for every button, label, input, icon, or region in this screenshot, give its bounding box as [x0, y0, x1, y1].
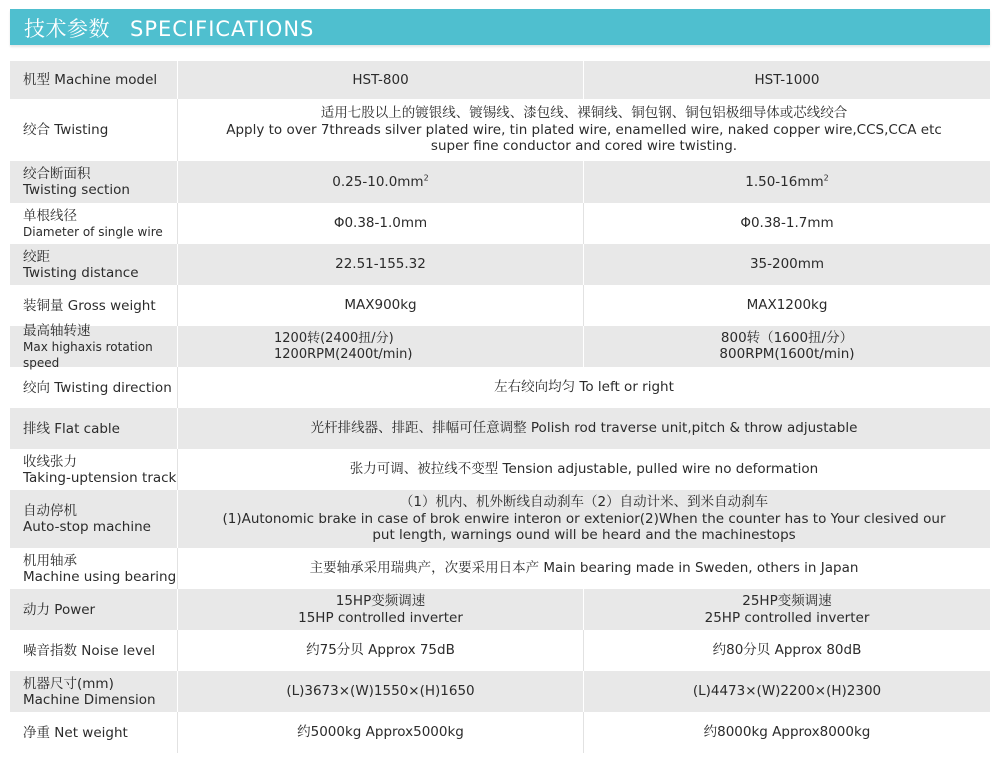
- row-label-text: 绞合断面积: [23, 166, 91, 182]
- cell-text: 约5000kg Approx5000kg: [297, 724, 464, 741]
- value-hst-800: [178, 326, 584, 367]
- value-hst-1000: [584, 203, 990, 244]
- cell-text: 光杆排线器、排距、排幅可任意调整 Polish rod traverse unit,pitch & throw adjustable: [310, 420, 858, 437]
- value-hst-1000: [584, 630, 990, 671]
- row-label-text: 单根线径: [23, 207, 77, 224]
- row-label: [10, 244, 178, 285]
- title-en: SPECIFICATIONS: [130, 17, 315, 41]
- row-label-text: 收线张力: [23, 453, 77, 470]
- table-row: [10, 161, 990, 203]
- row-label-text: 最高轴转速: [23, 322, 91, 339]
- value-hst-800: [178, 161, 584, 203]
- value-shared: [178, 367, 990, 408]
- cell-text: 主要轴承采用瑞典产，次要采用日本产 Main bearing made in Sweden, others in Japan: [309, 560, 859, 577]
- row-label-text: 排线 Flat cable: [23, 420, 120, 437]
- section-header: [10, 9, 990, 45]
- value-hst-1000: [584, 285, 990, 326]
- value-hst-800: [178, 285, 584, 326]
- row-label: [10, 630, 178, 671]
- cell-text: （1）机内、机外断线自动刹车（2）自动计米、到米自动刹车: [399, 494, 769, 511]
- row-label: [10, 203, 178, 244]
- cell-text: 800转（1600扭/分）: [720, 330, 854, 346]
- row-label-text: 噪音指数 Noise level: [23, 642, 156, 659]
- cell-text: HST-1000: [754, 71, 820, 88]
- cell-text: MAX1200kg: [746, 297, 828, 314]
- value-hst-800: [178, 244, 584, 285]
- row-label-text: 机器尺寸(mm): [23, 675, 114, 692]
- row-label-text-en: Machine using bearing: [23, 568, 177, 585]
- superscript: 2: [423, 173, 429, 183]
- cell-text: Φ0.38-1.7mm: [740, 215, 834, 232]
- row-label: [10, 712, 178, 753]
- table-row: [10, 630, 990, 671]
- table-row: [10, 61, 990, 99]
- cell-text: 35-200mm: [749, 256, 825, 273]
- table-row: [10, 712, 990, 753]
- row-label: [10, 671, 178, 712]
- table-row: [10, 322, 990, 370]
- row-label: [10, 99, 178, 161]
- cell-text: MAX900kg: [344, 297, 417, 314]
- title-cn: 技术参数: [24, 17, 110, 41]
- value-hst-800: [178, 712, 584, 753]
- row-label-text: 机型 Machine model: [23, 72, 158, 88]
- cell-text: 适用七股以上的镀银线、镀锡线、漆包线、裸铜线、铜包钢、铜包铝极细导体或芯线绞合: [320, 105, 848, 122]
- table-row: [10, 548, 990, 589]
- value-hst-1000: [584, 61, 990, 99]
- value-shared: [178, 490, 990, 548]
- table-row: [10, 408, 990, 449]
- cell-text: 左右绞向均匀 To left or right: [494, 379, 674, 396]
- row-label: [10, 322, 178, 370]
- value-shared: [178, 548, 990, 589]
- cell-text: 约75分贝 Approx 75dB: [306, 642, 455, 659]
- cell-text: (1)Autonomic brake in case of brok enwire interon or extenior(2)When the counter has to Your clesived our: [222, 510, 946, 527]
- superscript: 2: [823, 173, 829, 183]
- spec-table: [10, 61, 990, 753]
- row-label-text: 净重 Net weight: [23, 724, 128, 741]
- table-row: [10, 671, 990, 712]
- value-hst-1000: [584, 712, 990, 753]
- cell-text: (L)3673×(W)1550×(H)1650: [286, 683, 475, 700]
- table-row: [10, 589, 990, 630]
- cell-text: Apply to over 7threads silver plated wire, tin plated wire, enamelled wire, naked copper wire,CCS,CCA etc: [226, 121, 942, 138]
- value-hst-800: [178, 630, 584, 671]
- table-row: [10, 203, 990, 244]
- cell-text: 约80分贝 Approx 80dB: [712, 642, 862, 659]
- value-hst-800: [178, 203, 584, 244]
- value-hst-1000: [584, 161, 990, 203]
- cell-text: 1200转(2400扭/分): [274, 331, 394, 346]
- row-label-text: 动力 Power: [23, 601, 96, 618]
- row-label-text-en: Machine Dimension: [23, 691, 156, 708]
- row-label: [10, 449, 178, 490]
- row-label-text: 机用轴承: [23, 552, 77, 569]
- row-label-text-en: Diameter of single wire: [23, 224, 163, 239]
- cell-value: 1.50-16mm: [745, 173, 824, 190]
- row-label-text: 绞向 Twisting direction: [23, 379, 172, 396]
- row-label-text: 装铜量 Gross weight: [23, 297, 156, 314]
- row-label: [10, 367, 178, 408]
- cell-text: 15HP controlled inverter: [298, 609, 463, 626]
- value-shared: [178, 408, 990, 449]
- value-hst-1000: [584, 671, 990, 712]
- row-label: [10, 490, 178, 548]
- row-label: [10, 548, 178, 589]
- row-label: [10, 285, 178, 326]
- cell-text: HST-800: [352, 71, 409, 88]
- row-label-text: 绞距: [23, 248, 50, 265]
- row-label: [10, 589, 178, 630]
- cell-text: super fine conductor and cored wire twisting.: [430, 138, 738, 155]
- value-hst-1000: [584, 326, 990, 367]
- cell-text: Φ0.38-1.0mm: [333, 215, 428, 232]
- cell-text: (L)4473×(W)2200×(H)2300: [692, 683, 882, 700]
- cell-text: 22.51-155.32: [335, 256, 426, 273]
- row-label-text: 绞合 Twisting: [23, 122, 109, 138]
- value-hst-800: [178, 589, 584, 630]
- table-row: [10, 99, 990, 161]
- row-label-text: 自动停机: [23, 503, 77, 519]
- cell-text: 张力可调、被拉线不变型 Tension adjustable, pulled wire no deformation: [349, 461, 819, 478]
- cell-value: 0.25-10.0mm: [332, 173, 424, 190]
- row-label: [10, 408, 178, 449]
- row-label: [10, 161, 178, 203]
- value-hst-1000: [584, 589, 990, 630]
- value-hst-800: [178, 671, 584, 712]
- value-hst-800: [178, 61, 584, 99]
- value-shared: [178, 449, 990, 490]
- cell-text: 25HP变频调速: [742, 593, 832, 609]
- cell-text: 25HP controlled inverter: [704, 609, 870, 626]
- cell-text: 约8000kg Approx8000kg: [703, 724, 871, 741]
- cell-text: [745, 174, 829, 191]
- row-label-text-en: Twisting section: [23, 182, 130, 198]
- cell-text: 800RPM(1600t/min): [719, 345, 855, 362]
- cell-text: 1200RPM(2400t/min): [274, 346, 413, 362]
- table-row: [10, 449, 990, 490]
- table-row: [10, 367, 990, 408]
- table-row: [10, 244, 990, 285]
- row-label: [10, 61, 178, 99]
- page-title: [24, 13, 314, 43]
- value-hst-1000: [584, 244, 990, 285]
- row-label-text-en: Max highaxis rotation speed: [23, 339, 153, 370]
- cell-text: [332, 174, 428, 191]
- row-label-text-en: Twisting distance: [23, 264, 139, 281]
- value-shared: [178, 99, 990, 161]
- cell-text: 15HP变频调速: [335, 593, 426, 609]
- cell-text: put length, warnings ound will be heard and the machinestops: [372, 527, 796, 544]
- table-row: [10, 285, 990, 326]
- table-row: [10, 490, 990, 548]
- row-label-text-en: Taking-uptension track: [23, 469, 177, 486]
- row-label-text-en: Auto-stop machine: [23, 519, 151, 535]
